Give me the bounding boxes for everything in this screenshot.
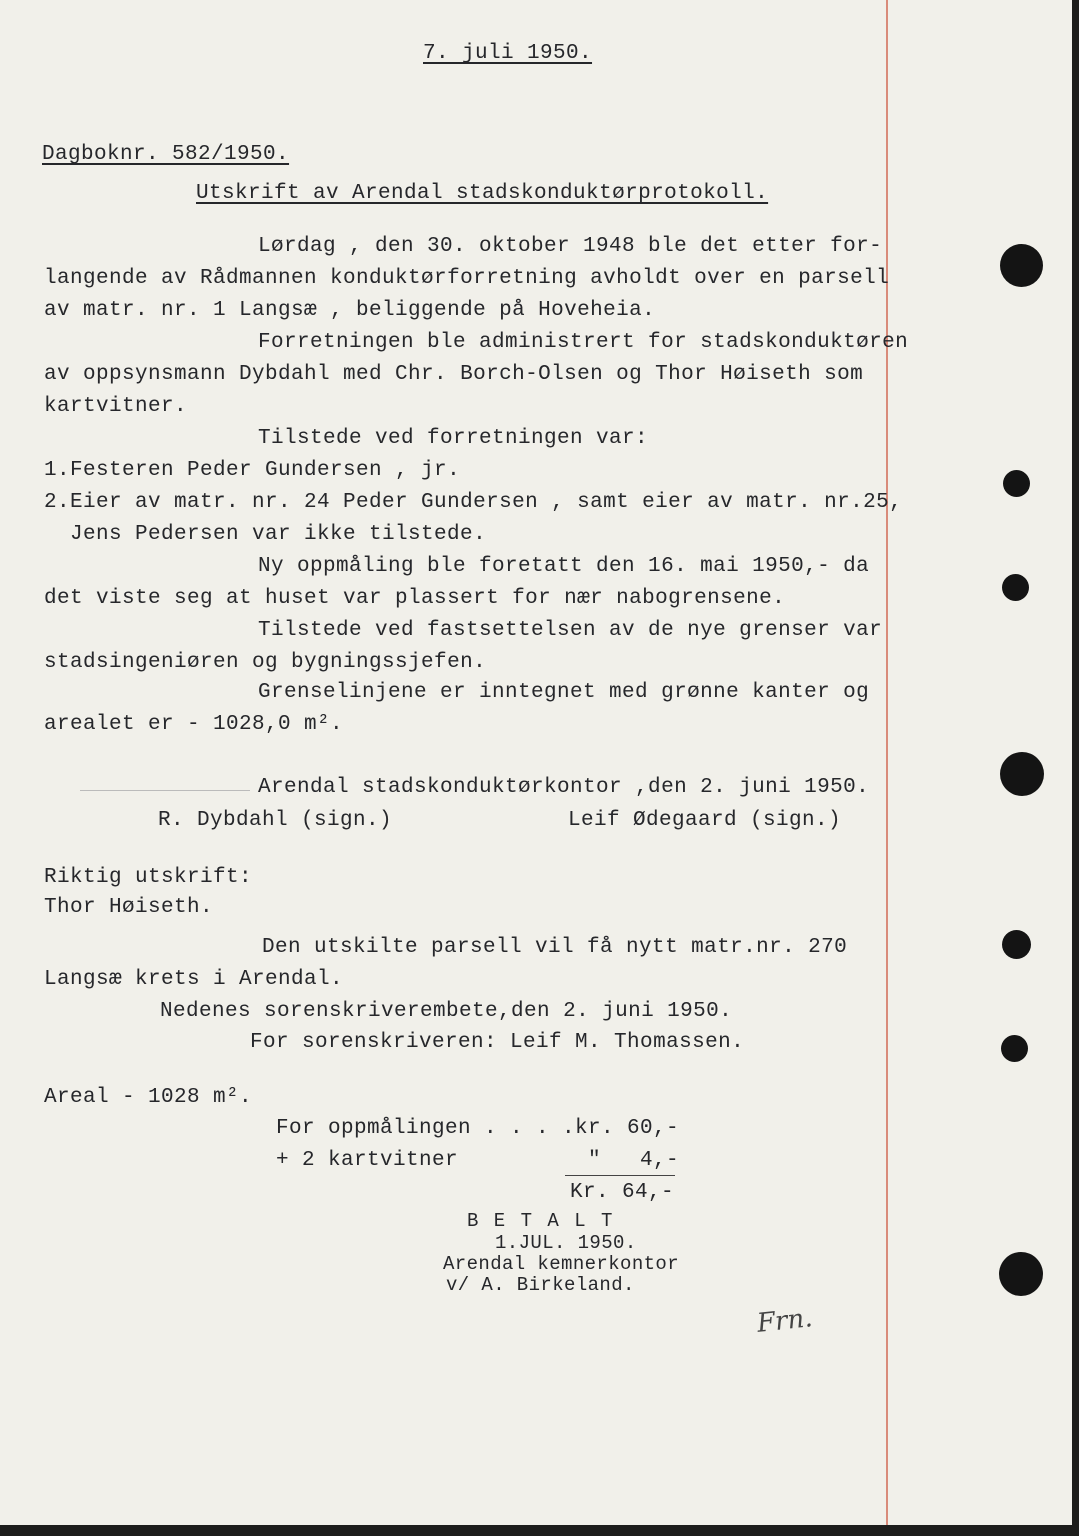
- handwritten-initials: Frn.: [755, 1303, 814, 1339]
- document-heading: Utskrift av Arendal stadskonduktørprotokoll.: [196, 182, 769, 205]
- certified-label: Riktig utskrift:: [44, 866, 253, 889]
- registry-line: Nedenes sorenskriverembete,den 2. juni 1950.: [160, 1000, 733, 1023]
- reference-number: Dagboknr. 582/1950.: [42, 143, 290, 166]
- punch-hole: [1000, 752, 1044, 796]
- parcel-line: Den utskilte parsell vil få nytt matr.nr. 270: [262, 936, 848, 959]
- body-line: av oppsynsmann Dybdahl med Chr. Borch-Olsen og Thor Høiseth som: [44, 363, 864, 386]
- body-line: Jens Pedersen var ikke tilstede.: [70, 523, 487, 546]
- signature-left: R. Dybdahl (sign.): [158, 809, 393, 832]
- body-line: Ny oppmåling ble foretatt den 16. mai 1950,- da: [258, 555, 870, 578]
- body-line: Forretningen ble administrert for stadskonduktøren: [258, 331, 909, 354]
- body-line: det viste seg at huset var plassert for nær nabogrensene.: [44, 587, 786, 610]
- punch-hole: [1002, 574, 1029, 601]
- body-line: Tilstede ved forretningen var:: [258, 427, 649, 450]
- punch-hole: [1002, 930, 1031, 959]
- fee-total: Kr. 64,-: [570, 1181, 675, 1204]
- body-line: kartvitner.: [44, 395, 188, 418]
- fee-line: For oppmålingen . . . .kr. 60,-: [276, 1117, 680, 1140]
- document-date: 7. juli 1950.: [423, 42, 593, 65]
- signature-right: Leif Ødegaard (sign.): [568, 809, 842, 832]
- punch-hole: [1003, 470, 1030, 497]
- scan-edge: [0, 1525, 1079, 1536]
- certified-name: Thor Høiseth.: [44, 896, 214, 919]
- margin-line: [886, 0, 888, 1525]
- punch-hole: [1001, 1035, 1028, 1062]
- fee-line: + 2 kartvitner " 4,-: [276, 1149, 680, 1172]
- body-line: arealet er - 1028,0 m².: [44, 713, 344, 736]
- body-line: Grenselinjene er inntegnet med grønne kanter og: [258, 681, 870, 704]
- stamp-paid: B E T A L T: [467, 1210, 615, 1232]
- scan-edge: [1072, 0, 1079, 1536]
- punch-hole: [1000, 244, 1043, 287]
- stamp-date: 1.JUL. 1950.: [495, 1232, 637, 1254]
- office-date: Arendal stadskonduktørkontor ,den 2. juni 1950.: [258, 776, 870, 799]
- body-line: 2.Eier av matr. nr. 24 Peder Gundersen , samt eier av matr. nr.25,: [44, 491, 903, 514]
- punch-hole: [999, 1252, 1043, 1296]
- stamp-signer: v/ A. Birkeland.: [446, 1274, 635, 1296]
- body-line: av matr. nr. 1 Langsæ , beliggende på Hoveheia.: [44, 299, 656, 322]
- stamp-office: Arendal kemnerkontor: [443, 1253, 680, 1275]
- sum-rule: [565, 1175, 675, 1176]
- body-line: langende av Rådmannen konduktørforretning avholdt over en parsell: [44, 267, 890, 290]
- body-line: Lørdag , den 30. oktober 1948 ble det etter for-: [258, 235, 883, 258]
- body-line: Tilstede ved fastsettelsen av de nye grenser var: [258, 619, 883, 642]
- body-line: stadsingeniøren og bygningssjefen.: [44, 651, 487, 674]
- parcel-line: Langsæ krets i Arendal.: [44, 968, 344, 991]
- area-total: Areal - 1028 m².: [44, 1086, 253, 1109]
- registry-line: For sorenskriveren: Leif M. Thomassen.: [250, 1031, 745, 1054]
- body-line: 1.Festeren Peder Gundersen , jr.: [44, 459, 461, 482]
- faint-rule: [80, 790, 250, 791]
